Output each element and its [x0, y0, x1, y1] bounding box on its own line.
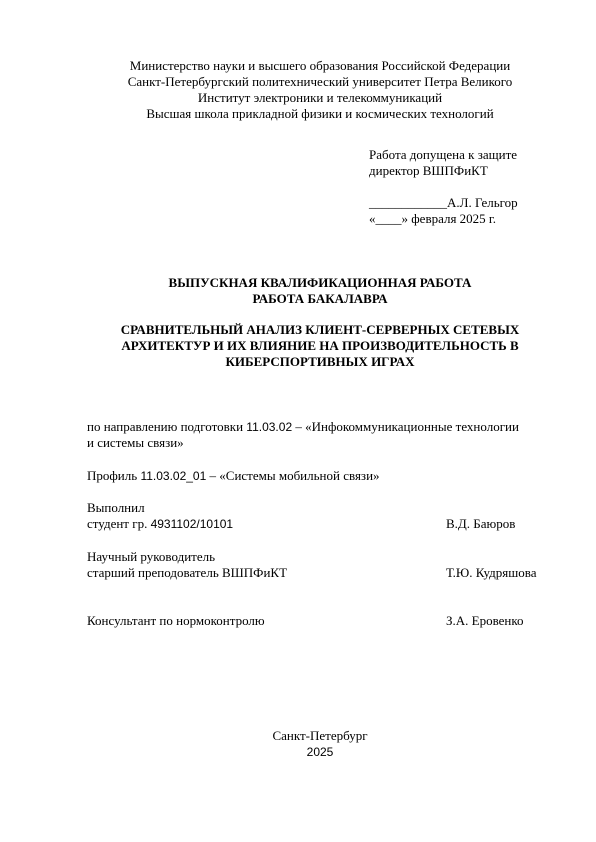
direction-code: 11.03.02 [246, 420, 293, 434]
supervisor-label: Научный руководитель [87, 549, 216, 564]
approval-signature: ____________А.Л. Гельгор [369, 195, 518, 210]
profile-prefix: Профиль [87, 468, 141, 483]
performer-role-prefix: студент гр. [87, 516, 151, 531]
ministry-name: Министерство науки и высшего образования Российской Федерации [129, 58, 511, 73]
performer-role [87, 516, 233, 532]
supervisor-name: Т.Ю. Кудряшова [446, 565, 537, 580]
thesis-topic-line-1: СРАВНИТЕЛЬНЫЙ АНАЛИЗ КЛИЕНТ-СЕРВЕРНЫХ СЕТЕВЫХ [120, 322, 520, 337]
consultant-name: З.А. Еровенко [446, 613, 524, 628]
profile-line [87, 468, 380, 484]
profile-code: 11.03.02_01 [140, 469, 207, 483]
school-name: Высшая школа прикладной физики и космических технологий [146, 106, 494, 121]
supervisor-role: старший преподователь ВШПФиКТ [87, 565, 288, 580]
approval-date [369, 211, 496, 227]
organization-header [0, 58, 596, 122]
university-name: Санкт-Петербургский политехнический университет Петра Великого [127, 74, 513, 89]
institute-name: Институт электроники и телекоммуникаций [197, 90, 443, 105]
profile-name: – «Системы мобильной связи» [206, 468, 380, 483]
city: Санкт-Петербург [272, 728, 368, 743]
direction-prefix: по направлению подготовки [87, 419, 247, 434]
performer-name: В.Д. Баюров [446, 516, 516, 531]
direction-name: – «Инфокоммуникационные технологии [292, 419, 519, 434]
approval-date-blank: ____ [375, 211, 402, 226]
performer-label: Выполнил [87, 500, 145, 515]
direction-line-2: и системы связи» [87, 435, 184, 450]
direction-line-1 [87, 419, 519, 435]
document-type-line-1: ВЫПУСКНАЯ КВАЛИФИКАЦИОННАЯ РАБОТА [168, 275, 472, 290]
consultant-role: Консультант по нормоконтролю [87, 613, 265, 628]
approval-date-rest: » февраля 2025 г. [401, 211, 497, 226]
student-group: 4931102/10101 [150, 517, 234, 531]
approval-date-open: « [369, 211, 376, 226]
thesis-topic-line-2: АРХИТЕКТУР И ИХ ВЛИЯНИЕ НА ПРОИЗВОДИТЕЛЬНОСТЬ В [121, 338, 519, 353]
thesis-topic-line-3: КИБЕРСПОРТИВНЫХ ИГРАХ [225, 354, 415, 369]
year: 2025 [306, 745, 334, 759]
approval-line-1: Работа допущена к защите [369, 147, 518, 162]
document-type [0, 275, 596, 307]
document-type-line-2: РАБОТА БАКАЛАВРА [252, 291, 388, 306]
approval-line-2: директор ВШПФиКТ [369, 163, 488, 178]
thesis-topic [0, 322, 596, 370]
